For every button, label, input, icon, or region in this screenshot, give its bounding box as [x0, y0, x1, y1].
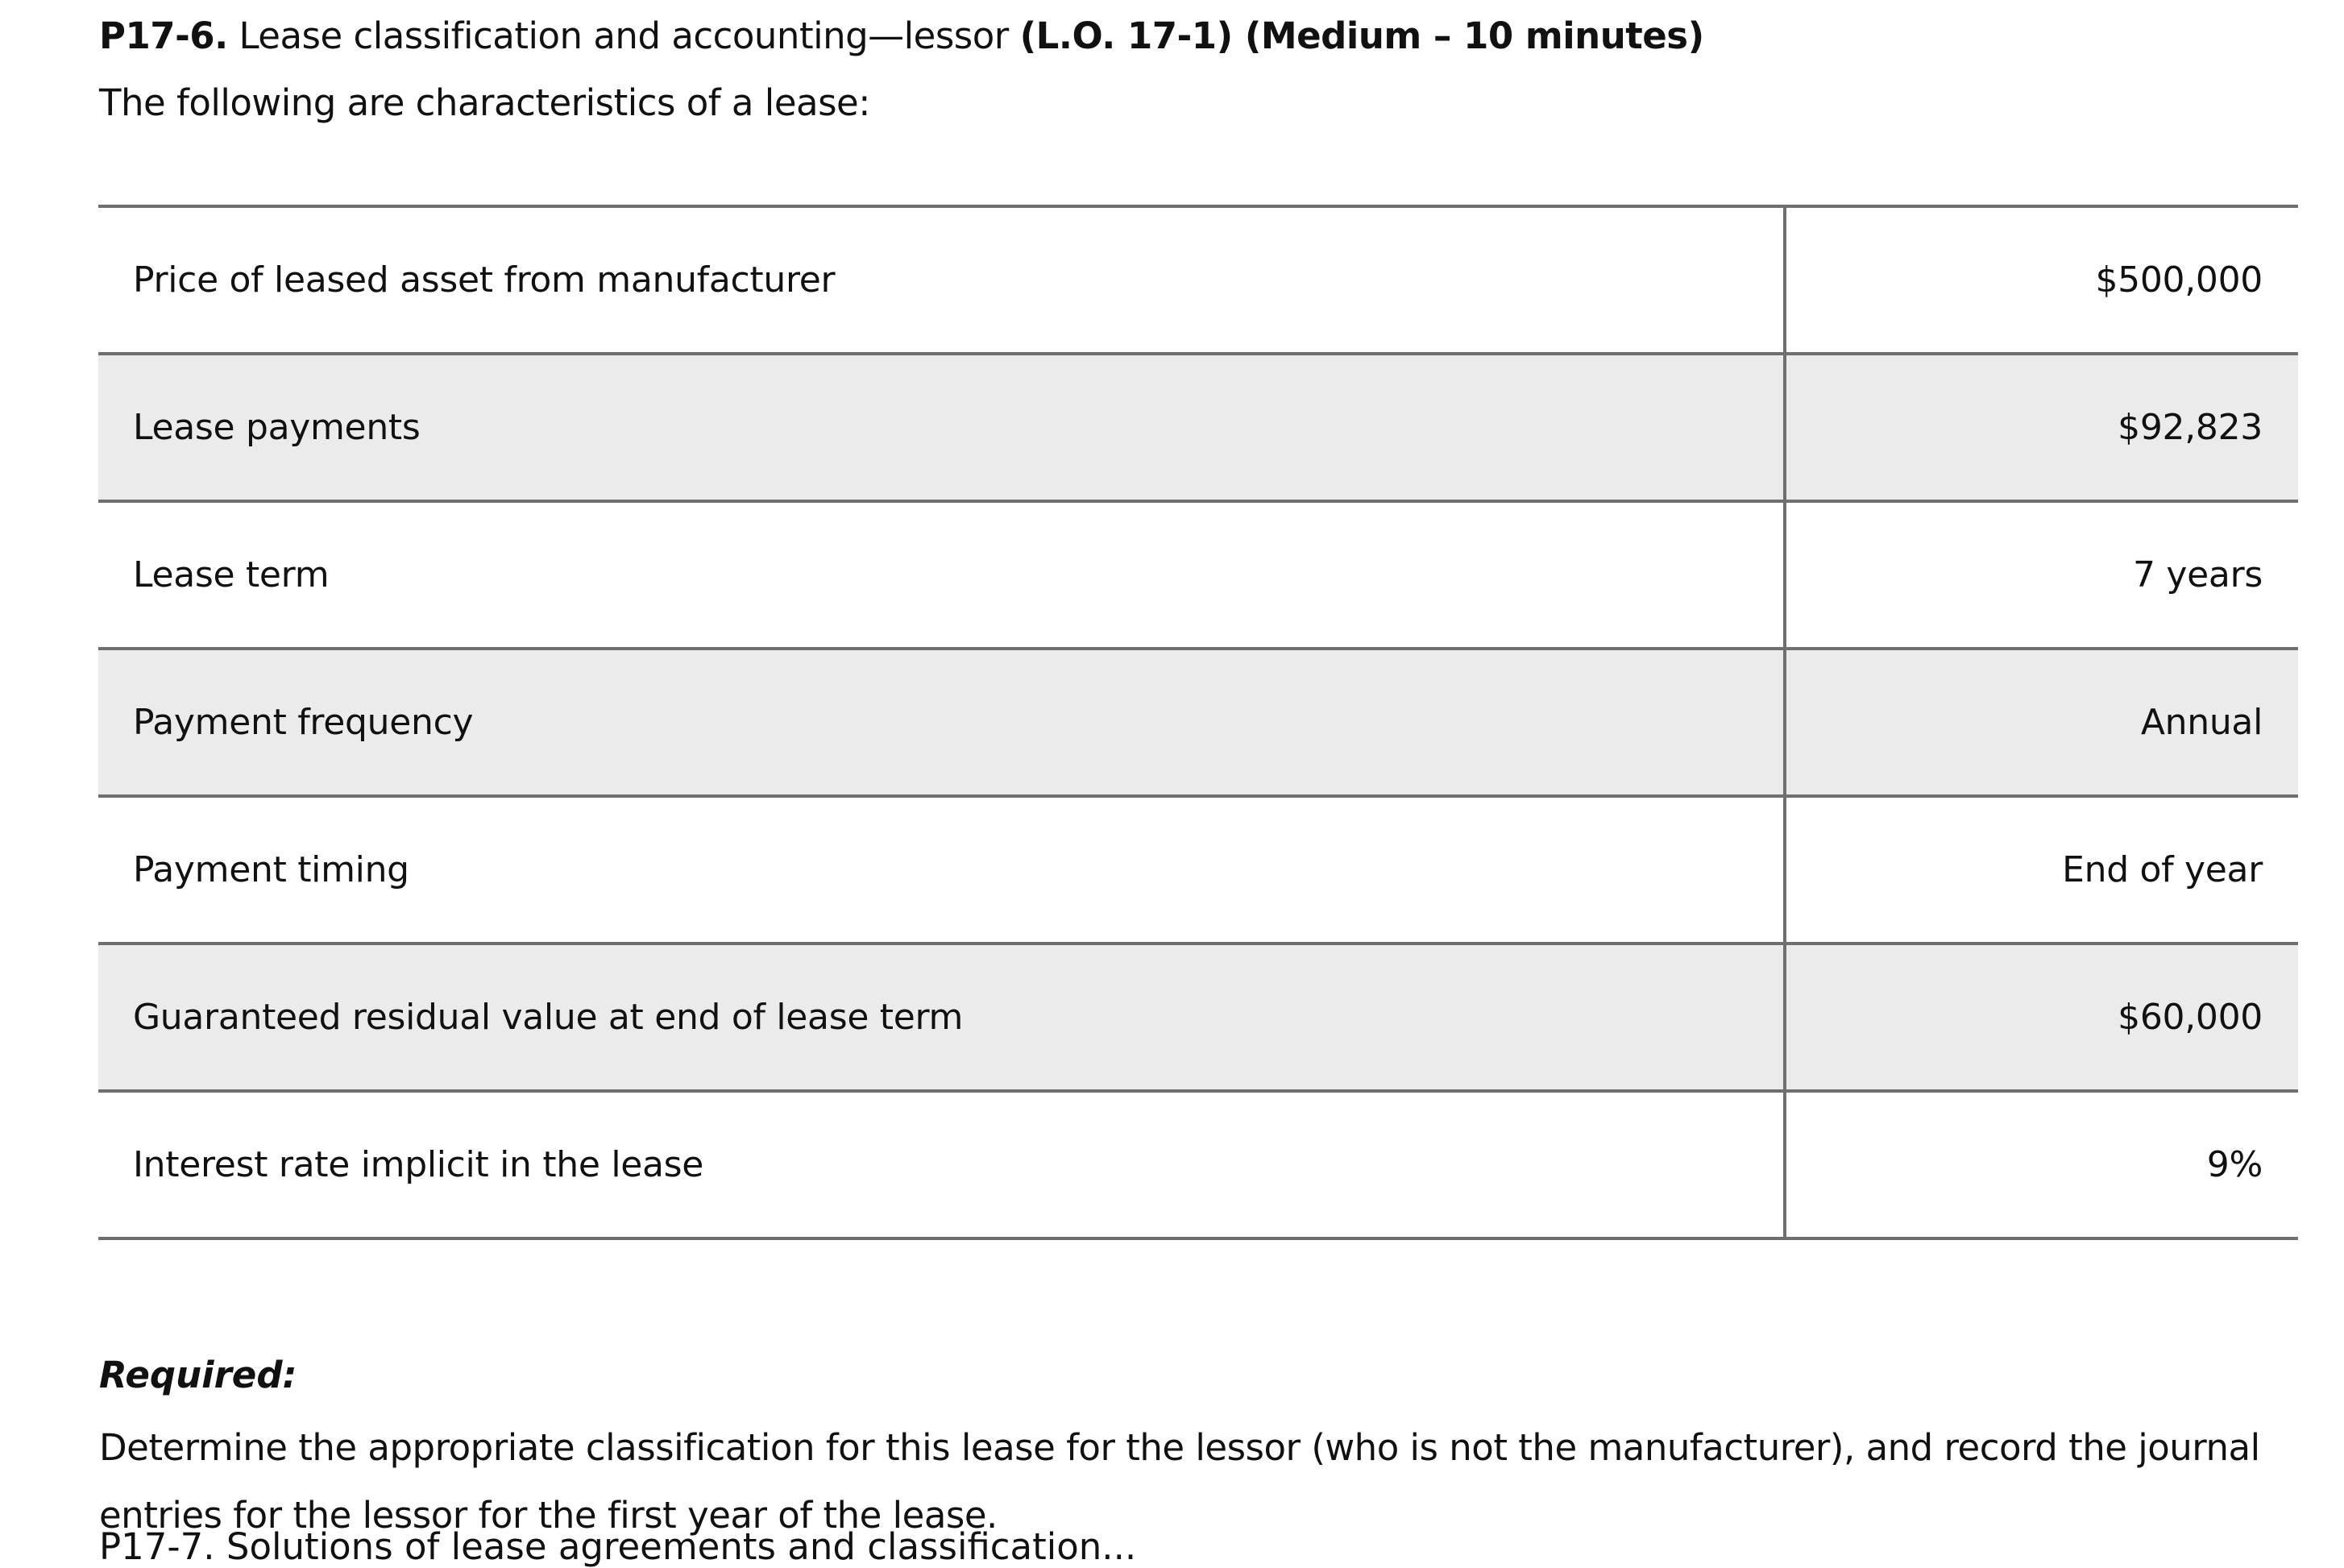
row-label: Payment timing: [98, 798, 1786, 942]
row-label: Interest rate implicit in the lease: [98, 1093, 1786, 1237]
problem-heading: [99, 11, 1704, 61]
row-label: Price of leased asset from manufacturer: [98, 208, 1786, 352]
table-row: [98, 650, 2298, 798]
table-row: [98, 1093, 2298, 1240]
table-row: [98, 945, 2298, 1093]
row-value: 7 years: [2133, 554, 2263, 595]
table-row: [98, 355, 2298, 503]
problem-meta: (L.O. 17-1) (Medium – 10 minutes): [1019, 15, 1704, 57]
row-label: Lease term: [98, 503, 1786, 647]
required-instructions: Determine the appropriate classification for this lease for the lessor (who is not the manufacturer), and record the journal entries for the lessor for the first year of the lease.: [99, 1426, 2260, 1537]
required-heading: Required:: [99, 1354, 297, 1396]
row-value: $500,000: [2095, 259, 2263, 301]
row-label: Payment frequency: [98, 650, 1786, 794]
table-row: [98, 208, 2298, 355]
row-value: $60,000: [2118, 997, 2263, 1038]
row-value: $92,823: [2118, 407, 2263, 448]
row-value: 9%: [2206, 1144, 2263, 1185]
problem-number: P17-6.: [99, 15, 228, 57]
table-row: [98, 798, 2298, 945]
row-label: Guaranteed residual value at end of lease term: [98, 945, 1786, 1089]
problem-title: Lease classification and accounting—lessor: [239, 15, 1009, 57]
next-problem-cutoff: [99, 1525, 2033, 1568]
row-value: End of year: [2062, 849, 2263, 890]
row-label: Lease payments: [98, 355, 1786, 500]
lease-characteristics-table: [98, 205, 2298, 1240]
problem-intro: The following are characteristics of a lease:: [99, 81, 870, 124]
table-row: [98, 503, 2298, 650]
next-problem-partial-text: P17-7. Solutions of lease agreements and classification...: [99, 1525, 1137, 1568]
row-value: Annual: [2140, 702, 2263, 743]
